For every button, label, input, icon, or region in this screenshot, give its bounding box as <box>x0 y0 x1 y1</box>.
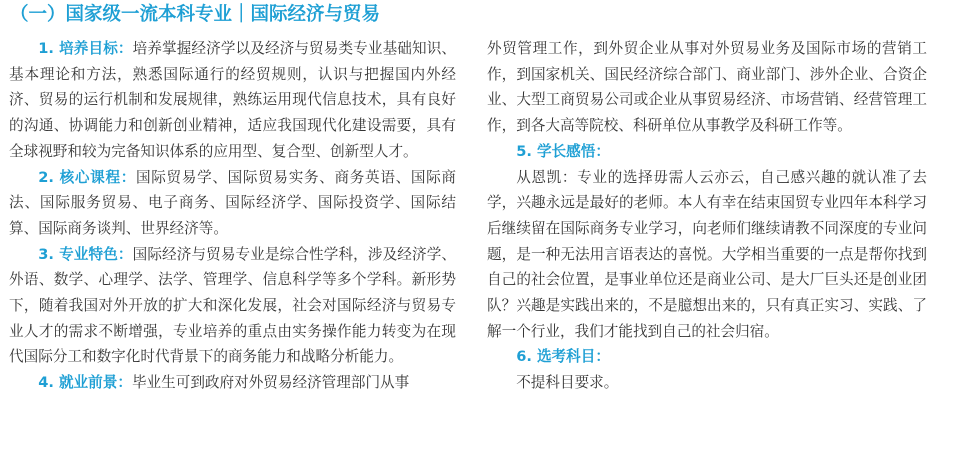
employment-label: 4. 就业前景： <box>38 374 132 392</box>
training-goal-text: 培养掌握经济学以及经济与贸易类专业基础知识、基本理论和方法，熟悉国际通行的经贸规则，认识与把握国内外经济、贸易的运行机制和发展规律，熟练运用现代信息技术，具有良好的沟通、协调能力和创新创业精神，适应我国现代化建设需要，具有全球视野和较为完备知识体系的应用型、复合型、创新型人才。 <box>9 40 456 160</box>
right-column <box>487 36 927 396</box>
major-features-paragraph <box>9 242 456 371</box>
core-courses-label: 2. 核心课程： <box>38 168 136 186</box>
training-goal-paragraph <box>9 36 456 165</box>
core-courses-text: 国际贸易学、国际贸易实务、商务英语、国际商法、国际服务贸易、电子商务、国际经济学、国际投资学、国际结算、国际商务谈判、世界经济等。 <box>9 168 456 237</box>
major-features-label: 3. 专业特色： <box>38 245 133 263</box>
major-features-text: 国际经济与贸易专业是综合性学科，涉及经济学、外语、数学、心理学、法学、管理学、信息科学等多个学科。新形势下，随着我国对外开放的扩大和深化发展，社会对国际经济与贸易专业人才的需求不断增强，专业培养的重点由实务操作能力转变为在现代国际分工和数字化时代背景下的商务能力和战略分析能力。 <box>9 245 456 366</box>
exam-subjects-label: 6. 选考科目： <box>516 348 610 366</box>
employment-text: 毕业生可到政府对外贸易经济管理部门从事 <box>131 374 410 392</box>
core-courses-paragraph <box>9 165 456 242</box>
exam-subjects-text: 不提科目要求。 <box>516 374 619 392</box>
employment-continued: 外贸管理工作，到外贸企业从事对外贸易业务及国际市场的营销工作，到国家机关、国民经济综合部门、商业部门、涉外企业、合资企业、大型工商贸易公司或企业从事贸易经济、市场营销、经营管理工作，到各大高等院校、科研单位从事教学及科研工作等。 <box>487 40 927 135</box>
senior-reflection-label: 5. 学长感悟： <box>516 142 610 160</box>
employment-paragraph <box>9 370 456 396</box>
left-column <box>9 36 456 396</box>
training-goal-label: 1. 培养目标： <box>38 40 133 57</box>
section-heading: （一）国家级一流本科专业｜国际经济与贸易 <box>10 4 381 25</box>
senior-reflection-text: 从恩凯：专业的选择毋需人云亦云，自己感兴趣的就认准了去学，兴趣永远是最好的老师。本人有幸在结束国贸专业四年本科学习后继续留在国际商务专业学习，向老师们继续请教不同深度的专业问题，是一种无法用言语表达的喜悦。大学相当重要的一点是帮你找到自己的社会位置，是事业单位还是商业公司、是大厂巨头还是创业团队？兴趣是实践出来的，不是臆想出来的，只有真正实习、实践、了解一个行业，我们才能找到自己的社会归宿。 <box>487 168 927 340</box>
